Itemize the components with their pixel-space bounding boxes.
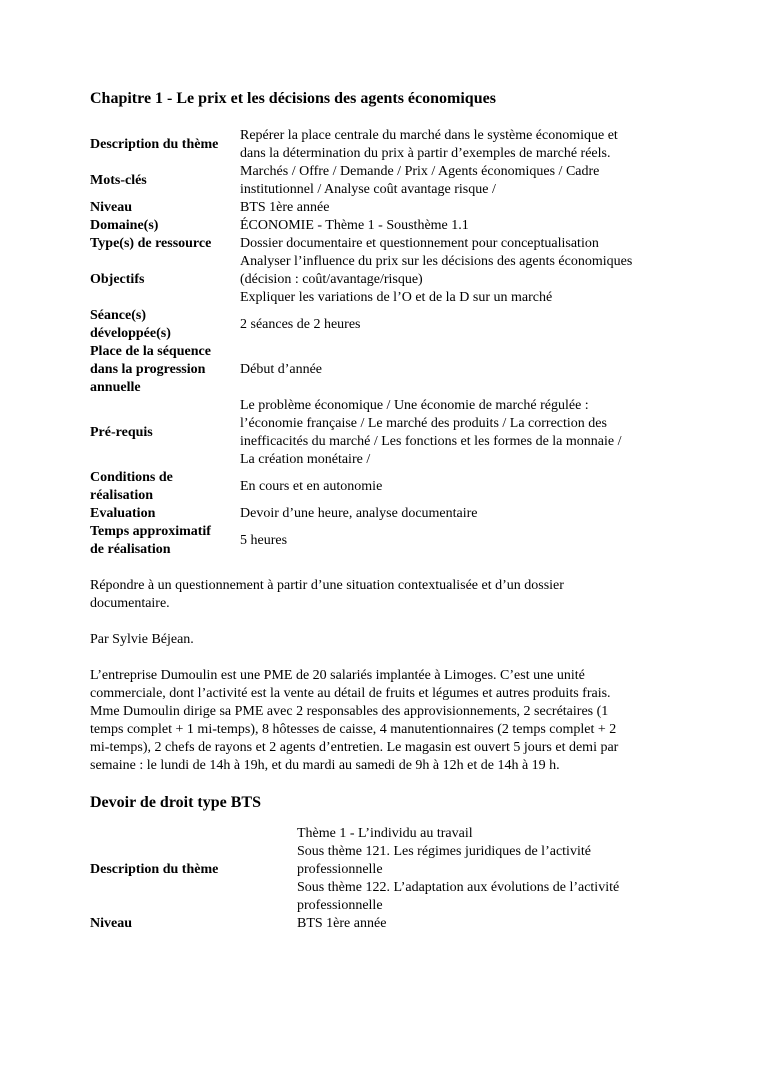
value-line: Sous thème 122. L’adaptation aux évolutions de l’activité: [297, 880, 620, 895]
instruction-paragraph: [90, 577, 690, 613]
row-value-prerequisites: [240, 397, 690, 469]
law-assignment-table: [90, 825, 690, 933]
value-line: institutionnel / Analyse coût avantage risque /: [240, 182, 496, 197]
chapter-title: Chapitre 1 - Le prix et les décisions des agents économiques: [90, 90, 496, 107]
value-line: ÉCONOMIE - Thème 1 - Sousthème 1.1: [240, 218, 469, 233]
row-label-duration: [90, 523, 240, 559]
value-line: Dossier documentaire et questionnement pour conceptualisation: [240, 236, 599, 251]
row-label-sessions: [90, 307, 240, 343]
value-line: La création monétaire /: [240, 452, 371, 467]
value-line: Analyser l’influence du prix sur les décisions des agents économiques: [240, 254, 633, 269]
label-line: dans la progression: [90, 362, 206, 377]
row-label-level: Niveau: [90, 916, 132, 931]
paragraph-line: temps complet + 1 mi-temps), 8 hôtesses de caisse, 4 manutentionnaires (2 temps complet + 2: [90, 722, 617, 737]
row-value-objectives: [240, 253, 690, 307]
label-line: Temps approximatif: [90, 524, 211, 539]
value-line: BTS 1ère année: [240, 200, 330, 215]
value-line: inefficacités du marché / Les fonctions et les formes de la monnaie /: [240, 434, 622, 449]
value-line: professionnelle: [297, 898, 383, 913]
table-row: [90, 217, 690, 235]
table-row: [90, 343, 690, 397]
theme-info-table: [90, 127, 690, 559]
label-line: réalisation: [90, 488, 153, 503]
row-value-sessions: [240, 307, 690, 343]
row-label-level: Niveau: [90, 200, 132, 215]
value-line: BTS 1ère année: [297, 916, 387, 931]
row-label-domain: Domaine(s): [90, 218, 159, 233]
value-line: En cours et en autonomie: [240, 479, 383, 494]
value-line: l’économie française / Le marché des produits / La correction des: [240, 416, 607, 431]
case-study-paragraph: [90, 667, 690, 775]
table-row: [90, 199, 690, 217]
row-value-duration: [240, 523, 690, 559]
row-value-level: [297, 915, 690, 933]
table-row: [90, 523, 690, 559]
value-line: Thème 1 - L’individu au travail: [297, 826, 473, 841]
value-line: 2 séances de 2 heures: [240, 317, 361, 332]
row-value-conditions: [240, 469, 690, 505]
row-value-resource-type: [240, 235, 690, 253]
author-paragraph: [90, 631, 690, 649]
row-label-prerequisites: Pré-requis: [90, 425, 153, 440]
value-line: (décision : coût/avantage/risque): [240, 272, 423, 287]
value-line: dans la détermination du prix à partir d’exemples de marché réels.: [240, 146, 611, 161]
value-line: 5 heures: [240, 533, 288, 548]
table-row: [90, 397, 690, 469]
row-label-objectives: Objectifs: [90, 272, 145, 287]
row-label-evaluation: Evaluation: [90, 506, 156, 521]
label-line: Séance(s): [90, 308, 146, 323]
value-line: Devoir d’une heure, analyse documentaire: [240, 506, 478, 521]
row-label-sequence-place: [90, 343, 240, 397]
table-row: [90, 915, 690, 933]
value-line: Repérer la place centrale du marché dans le système économique et: [240, 128, 618, 143]
paragraph-line: documentaire.: [90, 596, 170, 611]
paragraph-line: Mme Dumoulin dirige sa PME avec 2 responsables des approvisionnements, 2 secrétaires (1: [90, 704, 609, 719]
row-value-evaluation: [240, 505, 690, 523]
paragraph-line: Répondre à un questionnement à partir d’une situation contextualisée et d’un dossier: [90, 578, 564, 593]
value-line: Le problème économique / Une économie de marché régulée :: [240, 398, 589, 413]
table-row: [90, 163, 690, 199]
document-page: [90, 89, 690, 933]
row-label-conditions: [90, 469, 240, 505]
label-line: de réalisation: [90, 542, 171, 557]
row-value-sequence-place: [240, 343, 690, 397]
value-line: Expliquer les variations de l’O et de la D sur un marché: [240, 290, 553, 305]
row-value-keywords: [240, 163, 690, 199]
table-row: [90, 469, 690, 505]
section-title: Devoir de droit type BTS: [90, 794, 261, 811]
row-value-level: [240, 199, 690, 217]
table-row: [90, 307, 690, 343]
paragraph-line: mi-temps), 2 chefs de rayons et 2 agents d’entretien. Le magasin est ouvert 5 jours et demi par: [90, 740, 619, 755]
row-label-description: Description du thème: [90, 137, 219, 152]
row-label-description: Description du thème: [90, 862, 219, 877]
value-line: Début d’année: [240, 362, 323, 377]
label-line: Conditions de: [90, 470, 173, 485]
value-line: Sous thème 121. Les régimes juridiques de l’activité: [297, 844, 591, 859]
paragraph-line: semaine : le lundi de 14h à 19h, et du mardi au samedi de 9h à 12h et de 14h à 19 h.: [90, 758, 560, 773]
paragraph-line: L’entreprise Dumoulin est une PME de 20 salariés implantée à Limoges. C’est une unité: [90, 668, 585, 683]
row-label-keywords: Mots-clés: [90, 173, 147, 188]
value-line: professionnelle: [297, 862, 383, 877]
row-value-description: [297, 825, 690, 915]
label-line: annuelle: [90, 380, 141, 395]
table-row: [90, 127, 690, 163]
table-row: [90, 505, 690, 523]
paragraph-line: commerciale, dont l’activité est la vente au détail de fruits et légumes et autres produits frais.: [90, 686, 611, 701]
table-row: [90, 825, 690, 915]
label-line: développée(s): [90, 326, 171, 341]
value-line: Marchés / Offre / Demande / Prix / Agents économiques / Cadre: [240, 164, 600, 179]
row-label-resource-type: Type(s) de ressource: [90, 236, 212, 251]
table-row: [90, 235, 690, 253]
table-row: [90, 253, 690, 307]
row-value-domain: [240, 217, 690, 235]
label-line: Place de la séquence: [90, 344, 211, 359]
row-value-description: [240, 127, 690, 163]
paragraph-line: Par Sylvie Béjean.: [90, 632, 194, 647]
